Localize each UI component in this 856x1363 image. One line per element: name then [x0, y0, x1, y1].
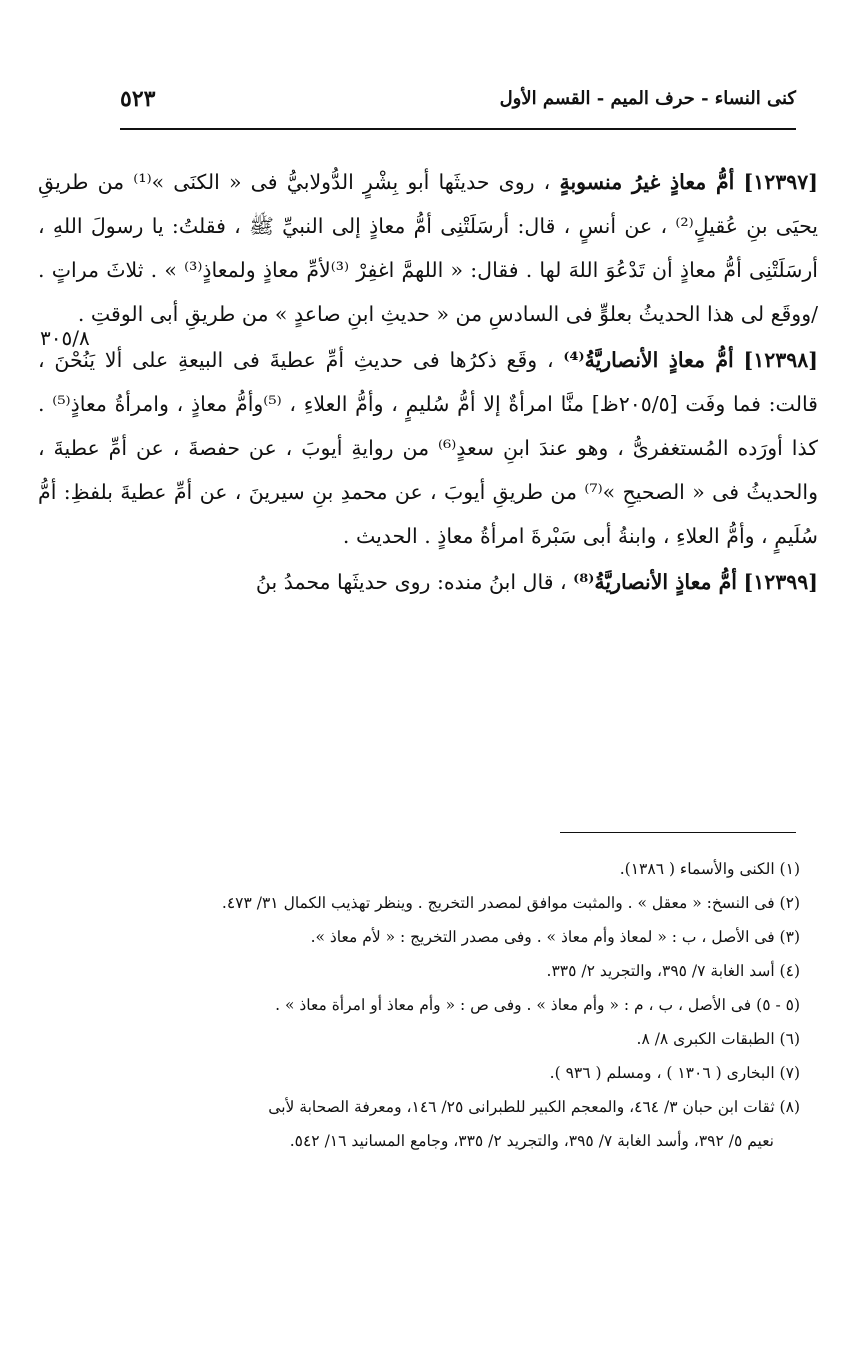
entry-text: ، روى حديثَها أبو بِشْرٍ الدُّولابيُّ فى « الكنَى »⁽¹⁾ من طريقِ يحيَى بنِ عُقيلٍ⁽²⁾ ، عن أنسٍ ، قال: أرسَلَتْنِى أمُّ معاذٍ إلى النبيِّ ﷺ ، فقلتُ: يا رسولَ اللهِ ، أرسَلَتْنِى أمُّ معاذٍ أن تَدْعُوَ اللهَ لها . فقال: « اللهمَّ اغفِرْ ⁽³⁾لأمِّ معاذٍ ولمعاذٍ⁽³⁾ » . ثلاثَ مراتٍ . /ووقَع لى هذا الحديثُ بعلوٍّ فى السادسِ من « حديثِ ابنِ صاعدٍ » من طريقِ أبى الوقتِ . — [38, 170, 819, 326]
entry-number: [١٢٣٩٧] — [743, 170, 818, 194]
entry-name: أمُّ معاذٍ الأنصاريَّةُ⁽⁴⁾ — [563, 348, 734, 372]
footnote-6: (٦) الطبقات الكبرى ٨/ ٨. — [636, 1030, 800, 1048]
entry-text: ، وقَع ذكرُها فى حديثِ أمِّ عطيةَ فى البيعةِ على ألا يَنُحْنَ ، قالت: فما وفَت [٢٠٥/٥ظ] منَّا امرأةٌ إلا أمُّ سُليمٍ ، وأمُّ العلاءِ ، ⁽⁵⁾وأمُّ معاذٍ ، وامرأةُ معاذٍ⁽⁵⁾ . كذا أورَده المُستغفرىُّ ، وهو عندَ ابنِ سعدٍ⁽⁶⁾ من روايةِ أيوبَ ، عن حفصةَ ، عن أمِّ عطيةَ ، والحديثُ فى « الصحيحِ »⁽⁷⁾ من طريقِ أيوبَ ، عن محمدِ بنِ سيرينَ ، عن أمِّ عطيةَ بلفظِ: أمُّ سُلَيمٍ ، وأمُّ العلاءِ ، وابنةُ أبى سَبْرةَ امرأةُ معاذٍ . الحديث . — [38, 348, 819, 548]
entry-name: أمُّ معاذٍ الأنصاريَّةُ⁽⁸⁾ — [573, 570, 737, 594]
footnote-divider — [560, 832, 796, 833]
main-text — [38, 160, 818, 606]
footnote-7: (٧) البخارى ( ١٣٠٦ ) ، ومسلم ( ٩٣٦ ). — [549, 1064, 800, 1082]
entry-12397 — [38, 160, 818, 336]
header-divider — [120, 128, 796, 130]
entry-number: [١٢٣٩٨] — [743, 348, 818, 372]
footnote-2: (٢) فى النسخ: « معقل » . والمثبت موافق لمصدر التخريج . وينظر تهذيب الكمال ٣١/ ٤٧٣. — [221, 894, 800, 912]
margin-reference: ٣٠٥/٨ — [40, 326, 90, 350]
footnotes — [110, 852, 800, 1158]
entry-12398 — [38, 338, 818, 558]
entry-number: [١٢٣٩٩] — [743, 570, 818, 594]
footnote-1: (١) الكنى والأسماء ( ١٣٨٦). — [619, 860, 800, 878]
entry-text: ، قال ابنُ منده: روى حديثَها محمدُ بنُ — [255, 570, 567, 594]
page-header — [120, 86, 796, 126]
running-title: كنى النساء - حرف الميم - القسم الأول — [499, 88, 796, 109]
footnote-8-continued: نعيم ٥/ ٣٩٢، وأسد الغابة ٧/ ٣٩٥، والتجريد ٢/ ٣٣٥، وجامع المسانيد ١٦/ ٥٤٢. — [289, 1132, 774, 1150]
footnote-4: (٤) أسد الغابة ٧/ ٣٩٥، والتجريد ٢/ ٣٣٥. — [546, 962, 800, 980]
entry-name: أمُّ معاذٍ غيرُ منسوبةٍ — [559, 170, 735, 194]
entry-12399 — [38, 560, 818, 604]
footnote-5: (٥ - ٥) فى الأصل ، ب ، م : « وأم معاذ » . وفى ص : « وأم معاذ أو امرأة معاذ » . — [275, 996, 800, 1014]
footnote-3: (٣) فى الأصل ، ب : « لمعاذ وأم معاذ » . وفى مصدر التخريج : « لأم معاذ ». — [310, 928, 800, 946]
footnote-8: (٨) ثقات ابن حبان ٣/ ٤٦٤، والمعجم الكبير للطبرانى ٢٥/ ١٤٦، ومعرفة الصحابة لأبى — [268, 1098, 800, 1116]
page-number: ٥٢٣ — [120, 86, 156, 112]
